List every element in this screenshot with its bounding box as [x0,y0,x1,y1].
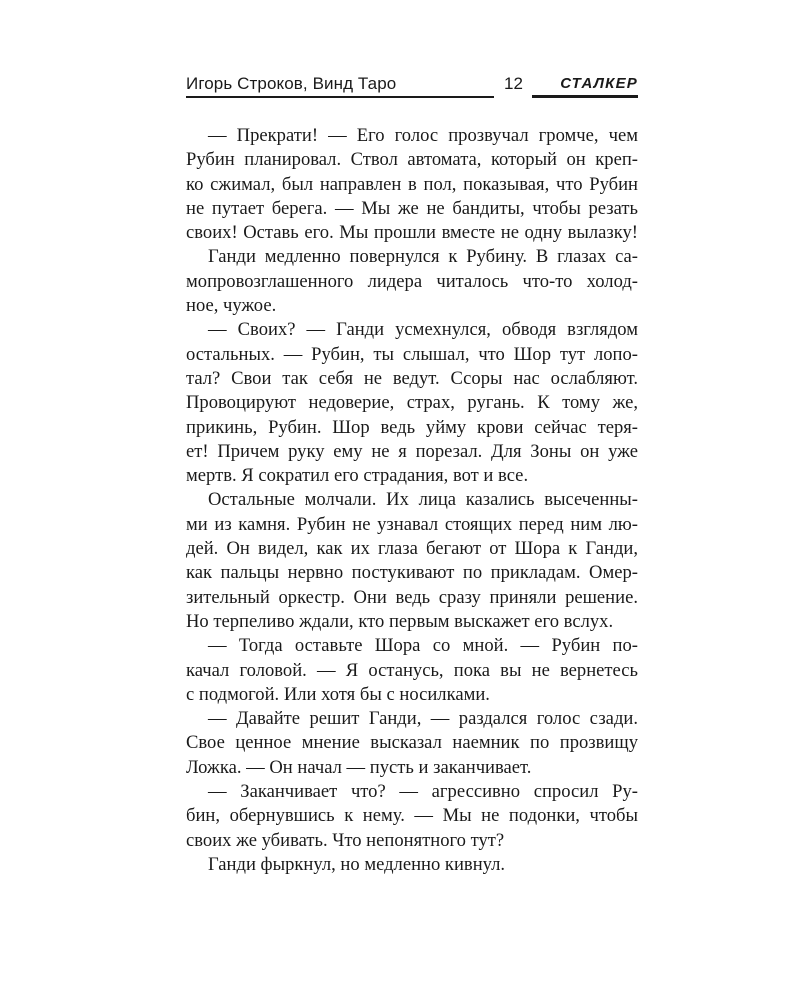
text-line: не путает берега. — Мы же не бандиты, чтобы резать [186,197,638,219]
text-line: дей. Он видел, как их глаза бегают от Шора к Ганди, [186,538,638,560]
text-line: ко сжимал, был направлен в пол, показывая, что Рубин [186,173,638,195]
series-title: СТАЛКЕР [560,75,638,92]
header-rule-left [186,96,494,98]
text-line: Ложка. — Он начал — пусть и заканчивает. [186,756,532,778]
text-line: — Прекрати! — Его голос прозвучал громче, чем [208,125,638,146]
header-author: Игорь Строков, Винд Таро [186,74,397,93]
text-line: ми из камня. Рубин не узнавал стоящих перед ним лю- [186,513,638,535]
text-line: своих же убивать. Что непонятного тут? [186,829,505,851]
text-line: как пальцы нервно постукивают по прикладам. Омер- [186,562,638,584]
text-line: прикинь, Рубин. Шор ведь уйму крови сейчас теря- [186,416,638,438]
text-line: — Тогда оставьте Шора со мной. — Рубин по- [208,635,638,657]
text-line: ное, чужое. [186,295,277,317]
text-line: — Заканчивает что? — агрессивно спросил Ру- [208,781,638,803]
text-line: тал? Свои так себя не ведут. Ссоры нас ослабляют. [186,367,638,389]
page-number: 12 [504,74,523,93]
text-line: мертв. Я сократил его страдания, вот и все. [186,465,529,487]
text-line: мопровозглашенного лидера читалось что-то холод- [186,270,638,292]
body-text [186,124,638,877]
text-line: Ганди фыркнул, но медленно кивнул. [208,853,506,875]
running-header [186,68,638,98]
text-line: качал головой. — Я останусь, пока вы не вернетесь [186,659,638,681]
text-line: Рубин планировал. Ствол автомата, который он креп- [186,149,638,171]
text-line: — Давайте решит Ганди, — раздался голос сзади. [208,708,638,730]
text-line: ет! Причем руку ему не я порезал. Для Зоны он уже [186,440,638,462]
text-line: Но терпеливо ждали, кто первым выскажет его вслух. [186,610,614,632]
text-line: бин, обернувшись к нему. — Мы не подонки, чтобы [186,805,638,827]
text-line: остальных. — Рубин, ты слышал, что Шор тут лопо- [186,343,638,365]
text-line: зительный оркестр. Они ведь сразу приняли решение. [186,586,638,608]
header-rule-right [532,95,638,98]
text-line: Ганди медленно повернулся к Рубину. В глазах са- [208,246,638,268]
text-line: — Своих? — Ганди усмехнулся, обводя взглядом [208,319,638,341]
text-line: с подмогой. Или хотя бы с носилками. [186,683,490,705]
text-line: своих! Оставь его. Мы прошли вместе не одну вылазку! [186,222,638,244]
text-line: Свое ценное мнение высказал наемник по прозвищу [186,732,638,754]
text-line: Провоцируют недоверие, страх, ругань. К тому же, [186,392,638,414]
text-line: Остальные молчали. Их лица казались высеченны- [208,489,638,511]
